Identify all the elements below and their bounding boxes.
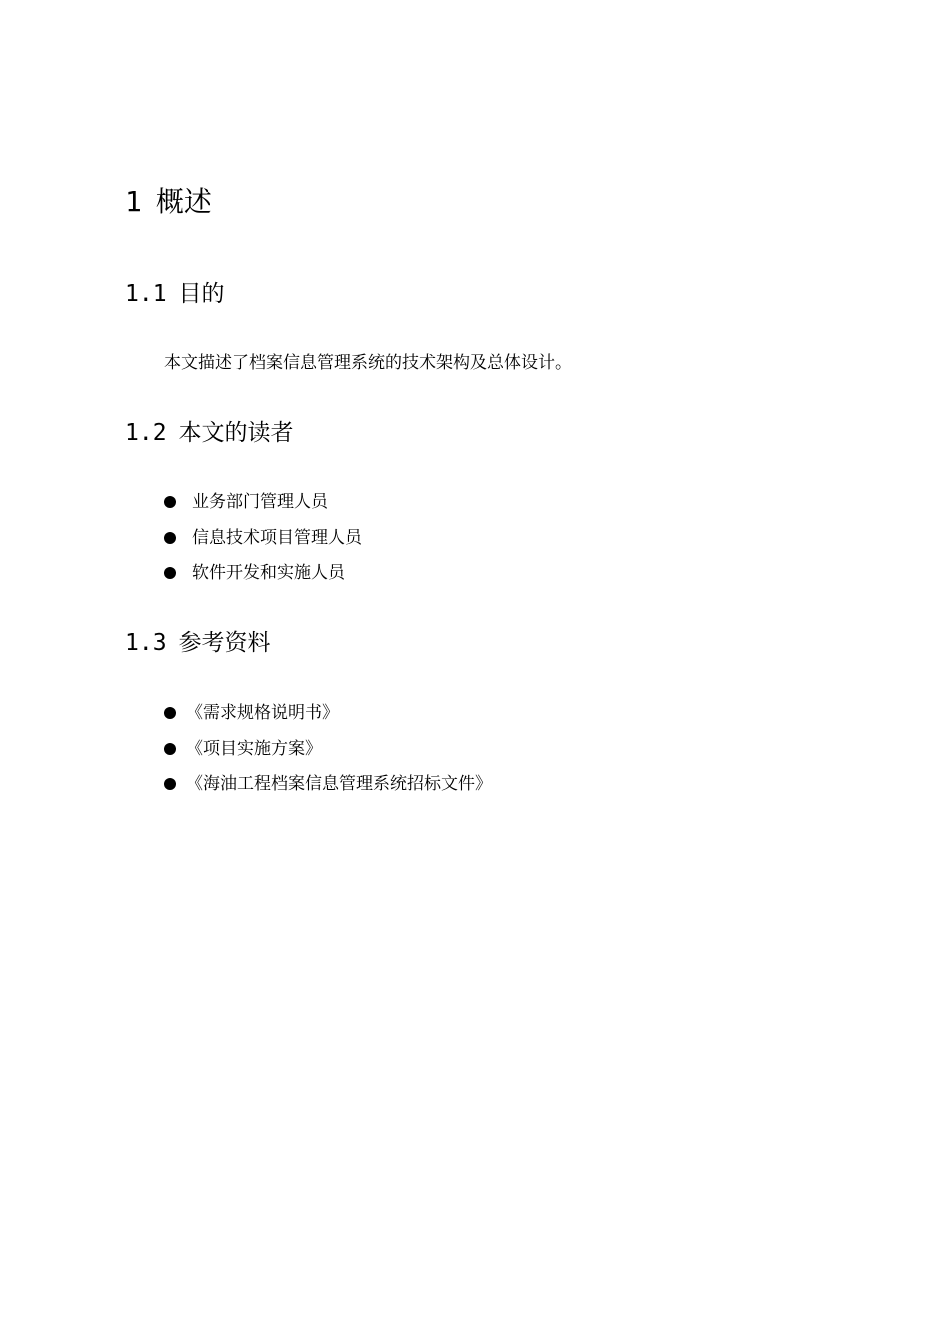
list-item-text: 信息技术项目管理人员 [192, 527, 362, 548]
section-title: 本文的读者 [178, 420, 294, 446]
list-item-text: 业务部门管理人员 [192, 492, 328, 512]
chapter-number: 1 [125, 185, 142, 218]
chapter-heading [125, 182, 212, 222]
section-title: 参考资料 [178, 630, 271, 656]
section-heading-references [125, 627, 271, 659]
chapter-title: 概述 [155, 185, 212, 218]
bullet-icon [164, 707, 176, 719]
section-number: 1.3 [125, 630, 167, 656]
section-number: 1.1 [125, 281, 167, 307]
bullet-icon [164, 778, 176, 790]
list-item-text: 《项目实施方案》 [186, 738, 322, 759]
section-heading-readers [125, 417, 294, 449]
section-number: 1.2 [125, 420, 167, 446]
purpose-paragraph: 本文描述了档案信息管理系统的技术架构及总体设计。 [164, 353, 572, 373]
bullet-icon [164, 532, 176, 544]
bullet-icon [164, 743, 176, 755]
bullet-icon [164, 567, 176, 579]
section-title: 目的 [178, 281, 225, 307]
list-item-text: 《需求规格说明书》 [186, 703, 339, 723]
bullet-icon [164, 496, 176, 508]
section-heading-purpose [125, 278, 225, 310]
list-item-text: 软件开发和实施人员 [192, 563, 345, 583]
list-item-text: 《海油工程档案信息管理系统招标文件》 [186, 774, 492, 794]
